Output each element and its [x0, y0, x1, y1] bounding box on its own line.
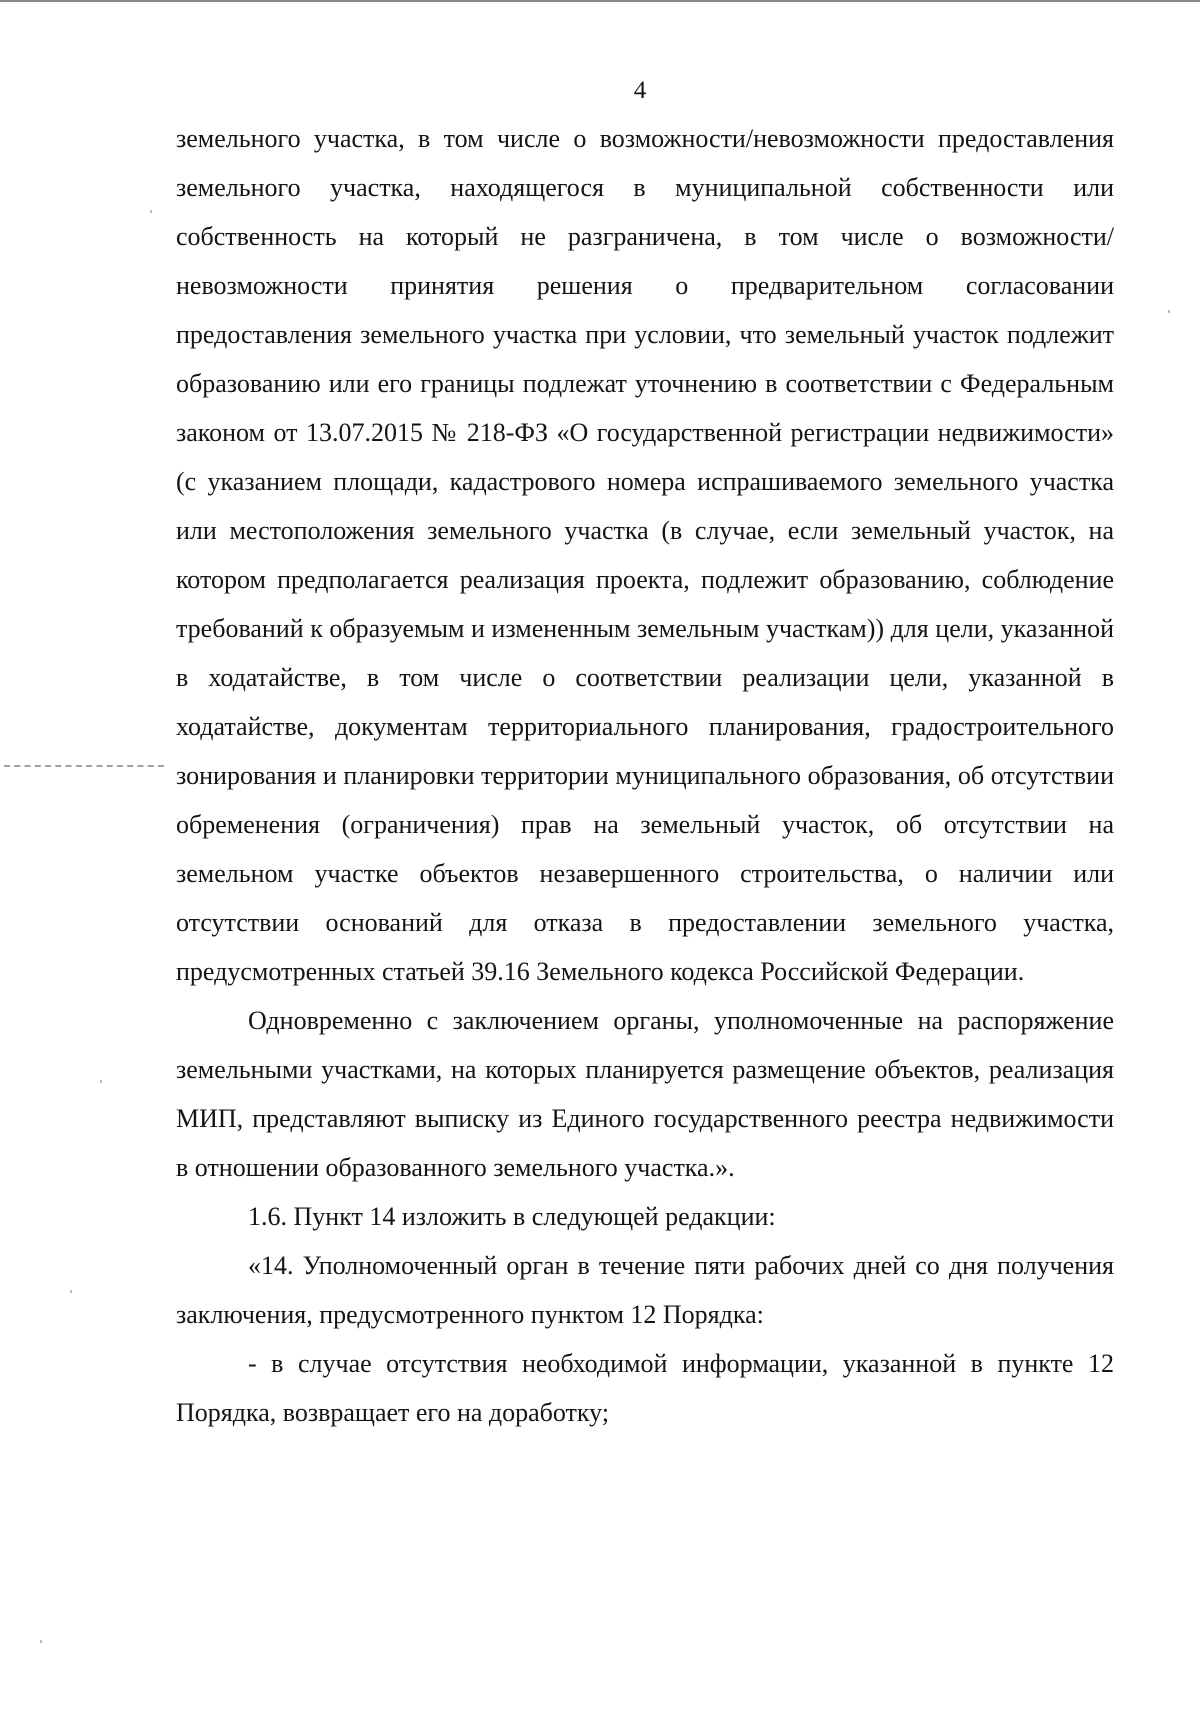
page-number: 4 — [633, 77, 647, 104]
scan-speck — [1168, 310, 1170, 313]
paragraph-continuation: земельного участка, в том числе о возможности/невозможности предоставления земельного участка, находящегося в муниципальной собственности или собственность на который не разграничена, в том числе о возможности/невозможности принятия решения о предварительном согласовании предоставления земельного участка при условии, что земельный участок подлежит образованию или его границы подлежат уточнению в соответствии с Федеральным законом от 13.07.2015 № 218-ФЗ «О государственной регистрации недвижимости» (с указанием площади, кадастрового номера испрашиваемого земельного участка или местоположения земельного участка (в случае, если земельный участок, на котором предполагается реализация проекта, подлежит образованию, соблюдение требований к образуемым и измененным земельным участкам)) для цели, указанной в ходатайстве, в том числе о соответствии реализации цели, указанной в ходатайстве, документам территориального планирования, градостроительного зонирования и планировки территории муниципального образования, об отсутствии обременения (ограничения) прав на земельный участок, об отсутствии на земельном участке объектов незавершенного строительства, о наличии или отсутствии оснований для отказа в предоставлении земельного участка, предусмотренных статьей 39.16 Земельного кодекса Российской Федерации. — [176, 124, 1114, 986]
scan-top-edge — [0, 0, 1200, 2]
paragraph-return-for-revision: - в случае отсутствия необходимой информации, указанной в пункте 12 Порядка, возвращает его на доработку; — [176, 1349, 1114, 1427]
paragraph-extract-requirement: Одновременно с заключением органы, уполномоченные на распоряжение земельными участками, на которых планируется размещение объектов, реализация МИП, представляют выписку из Единого государственного реестра недвижимости в отношении образованного земельного участка.». — [176, 1006, 1114, 1182]
scan-speck — [70, 1290, 72, 1293]
scan-speck — [150, 210, 152, 213]
paragraph-item-14: «14. Уполномоченный орган в течение пяти рабочих дней со дня получения заключения, предусмотренного пунктом 12 Порядка: — [176, 1251, 1114, 1329]
document-body — [176, 114, 1114, 1437]
paragraph-item-1-6: 1.6. Пункт 14 изложить в следующей редакции: — [248, 1202, 776, 1231]
margin-scan-artifact — [4, 765, 164, 769]
scan-speck — [40, 1640, 42, 1643]
scan-speck — [100, 1080, 102, 1083]
